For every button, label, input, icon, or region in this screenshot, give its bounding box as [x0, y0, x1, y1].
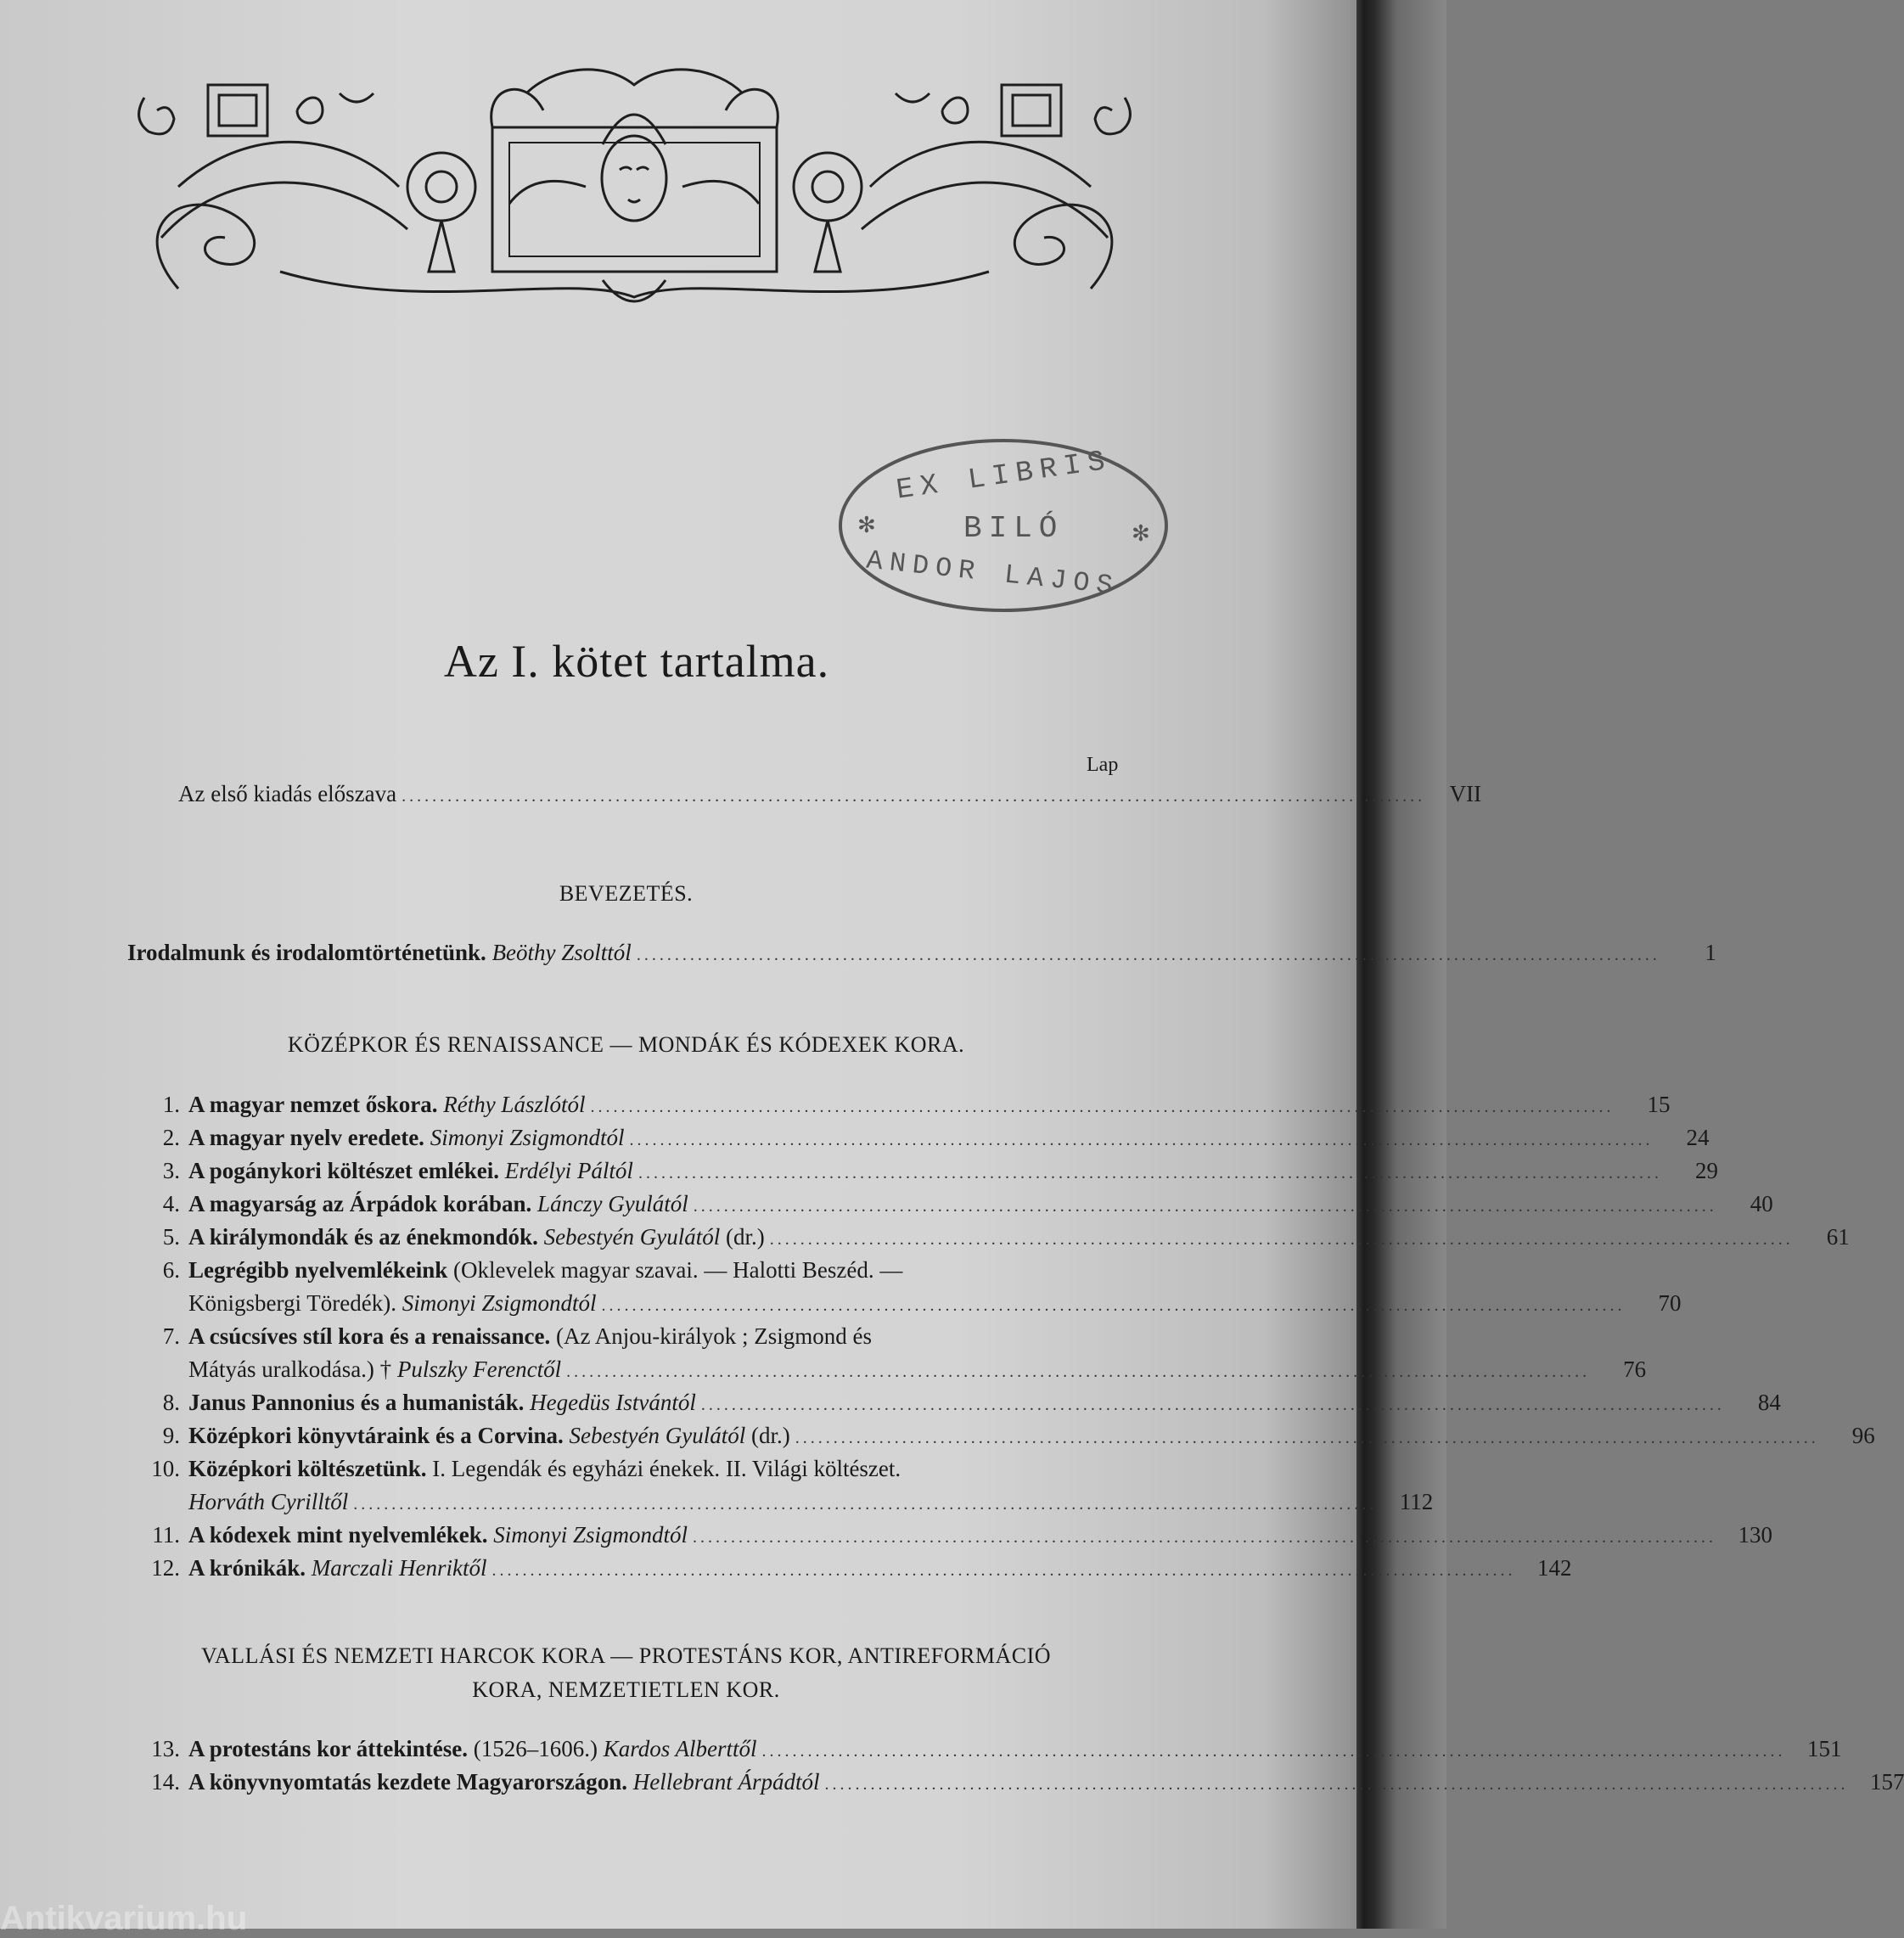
toc-row — [127, 1390, 1781, 1422]
page-column-label: Lap — [1087, 754, 1119, 776]
toc-row-continuation — [188, 1357, 1647, 1389]
toc-entry-subtitle: (Az Anjou-királyok ; Zsigmond és — [556, 1323, 872, 1349]
toc-page-number: 15 — [1647, 1092, 1671, 1117]
toc-entry-author: Simonyi Zsigmondtól — [493, 1522, 688, 1548]
toc-entry-number: 5. — [162, 1224, 180, 1250]
toc-entry-title: Legrégibb nyelvemlékeink — [188, 1257, 448, 1283]
toc-entry-number: 14. — [151, 1769, 180, 1795]
section-heading: KÖZÉPKOR ÉS RENAISSANCE — MONDÁK ÉS KÓDEXEK KORA. — [287, 1032, 965, 1057]
page-title: Az I. kötet tartalma. — [443, 636, 830, 687]
toc-entry-author: Marczali Henriktől — [311, 1555, 487, 1581]
ex-libris-stamp — [836, 435, 1171, 617]
toc-row — [127, 1092, 1671, 1124]
toc-entry-subtitle: (1526–1606.) — [473, 1736, 598, 1761]
toc-page-number: 76 — [1623, 1357, 1647, 1382]
toc-row — [127, 1736, 1842, 1768]
toc-entry-title: Janus Pannonius és a humanisták. — [188, 1390, 525, 1415]
svg-text:✻: ✻ — [1132, 521, 1150, 546]
toc-row — [127, 1522, 1773, 1554]
leader-dots: ...................................................................................................................................... — [491, 1561, 1516, 1580]
toc-entry-author: Hellebrant Árpádtól — [632, 1769, 820, 1795]
leader-dots: ...................................................................................................................................... — [700, 1396, 1725, 1414]
toc-entry-number: 2. — [162, 1125, 180, 1150]
toc-entry-title: A magyarság az Árpádok korában. — [188, 1191, 532, 1216]
toc-entry-title: A könyvnyomtatás kezdete Magyarországon. — [188, 1769, 627, 1795]
leader-dots: ...................................................................................................................................... — [566, 1362, 1591, 1381]
svg-text:✻: ✻ — [857, 513, 876, 537]
toc-entry-title: A királymondák és az énekmondók. — [188, 1224, 538, 1250]
toc-row — [127, 1125, 1710, 1157]
toc-entry-author: Pulszky Ferenctől — [396, 1357, 562, 1382]
toc-entry-title: A magyar nemzet őskora. — [188, 1092, 438, 1117]
toc-entry-author: Beöthy Zsolttól — [491, 940, 632, 965]
leader-dots: ...................................................................................................................................... — [636, 946, 1660, 964]
toc-entry-number: 3. — [162, 1158, 180, 1183]
toc-entry-number: 9. — [162, 1423, 180, 1448]
toc-entry-number: 13. — [151, 1736, 180, 1761]
toc-entry-title: Irodalmunk és irodalomtörténetünk. — [127, 940, 486, 965]
toc-row — [127, 1323, 1125, 1356]
toc-entry-text: Az első kiadás előszava — [178, 781, 397, 806]
toc-row — [127, 1555, 1572, 1587]
toc-page-number: 29 — [1694, 1158, 1718, 1183]
toc-entry-number: 7. — [162, 1323, 180, 1349]
section-heading: BEVEZETÉS. — [559, 881, 694, 906]
toc-entry-author: Erdélyi Páltól — [504, 1158, 633, 1183]
watermark: Antikvarium.hu — [0, 1900, 248, 1937]
toc-page-number: 40 — [1750, 1191, 1773, 1216]
toc-entry-title: Középkori könyvtáraink és a Corvina. — [188, 1423, 564, 1448]
toc-row — [127, 1224, 1850, 1256]
toc-entry-subtitle: Königsbergi Töredék). — [188, 1290, 396, 1316]
toc-entry-number: 12. — [151, 1555, 180, 1581]
stamp-line-1: EX LIBRIS — [894, 445, 1115, 508]
stamp-line-2: BILÓ — [963, 511, 1064, 546]
toc-entry-subtitle: Mátyás uralkodása.) † — [188, 1357, 392, 1382]
leader-dots: ...................................................................................................................................... — [761, 1742, 1786, 1761]
toc-entry-number: 10. — [151, 1456, 180, 1481]
toc-entry-number: 8. — [162, 1390, 180, 1415]
toc-page-number: 84 — [1757, 1390, 1781, 1415]
section-heading: VALLÁSI ÉS NEMZETI HARCOK KORA — PROTESTÁNS KOR, ANTIREFORMÁCIÓ — [200, 1643, 1052, 1668]
leader-dots: ...................................................................................................................................... — [693, 1528, 1717, 1547]
toc-entry-title: A krónikák. — [188, 1555, 306, 1581]
toc-entry-author: Horváth Cyrilltől — [188, 1489, 349, 1514]
leader-dots: ...................................................................................................................................... — [769, 1230, 1794, 1249]
toc-entry-author: Réthy Lászlótól — [443, 1092, 586, 1117]
stamp-line-3: ANDOR LAJOS — [864, 544, 1121, 603]
toc-entry-author: Simonyi Zsigmondtól — [430, 1125, 625, 1150]
toc-entry-title: Középkori költészetünk. — [188, 1456, 427, 1481]
toc-row-preface — [178, 781, 1482, 813]
toc-entry-title: A protestáns kor áttekintése. — [188, 1736, 468, 1761]
leader-dots: ...................................................................................................................................... — [637, 1164, 1662, 1182]
leader-dots: ...................................................................................................................................... — [693, 1197, 1717, 1216]
toc-row — [127, 1423, 1875, 1455]
toc-entry-title: A magyar nyelv eredete. — [188, 1125, 424, 1150]
toc-entry-extra: (dr.) — [726, 1224, 765, 1250]
leader-dots: ...................................................................................................................................... — [824, 1775, 1849, 1794]
toc-entry-author: Sebestyén Gyulától — [543, 1224, 721, 1250]
toc-page-number: 151 — [1807, 1736, 1842, 1761]
toc-entry-author: Kardos Alberttől — [603, 1736, 757, 1761]
toc-page-number: 96 — [1851, 1423, 1875, 1448]
toc-page-number: 70 — [1658, 1290, 1682, 1316]
leader-dots: ...................................................................................................................................... — [590, 1098, 1615, 1116]
toc-entry-number: 6. — [162, 1257, 180, 1283]
toc-entry-title: A csúcsíves stíl kora és a renaissance. — [188, 1323, 551, 1349]
toc-entry-author: Sebestyén Gyulától — [569, 1423, 746, 1448]
toc-page-number: 1 — [1705, 940, 1716, 965]
toc-page-number: 112 — [1399, 1489, 1434, 1514]
leader-dots: ...................................................................................................................................... — [402, 787, 1426, 806]
toc-entry-title: A kódexek mint nyelvemlékek. — [188, 1522, 488, 1548]
toc-page-number: 157 — [1869, 1769, 1904, 1795]
leader-dots: ...................................................................................................................................... — [601, 1296, 1626, 1315]
toc-page-number: 24 — [1686, 1125, 1710, 1150]
leader-dots: ...................................................................................................................................... — [795, 1429, 1819, 1447]
toc-row — [127, 1257, 1125, 1289]
leader-dots: ...................................................................................................................................... — [629, 1131, 1654, 1149]
toc-entry-number: 4. — [162, 1191, 180, 1216]
toc-page-number: 142 — [1537, 1555, 1572, 1581]
ornament-header-icon — [127, 59, 1142, 323]
toc-row — [127, 940, 1716, 972]
toc-entry-number: 1. — [162, 1092, 180, 1117]
toc-entry-subtitle: (Oklevelek magyar szavai. — Halotti Beszéd. — — [453, 1257, 903, 1283]
toc-row — [127, 1769, 1904, 1801]
toc-page-number: 61 — [1826, 1224, 1850, 1250]
toc-page-number: VII — [1449, 781, 1482, 806]
section-heading-continuation: KORA, NEMZETIETLEN KOR. — [472, 1677, 780, 1702]
toc-row — [127, 1158, 1718, 1190]
toc-entry-author: Hegedüs Istvántól — [530, 1390, 696, 1415]
toc-page-number: 130 — [1738, 1522, 1773, 1548]
toc-row — [127, 1456, 1125, 1488]
leader-dots: ...................................................................................................................................... — [353, 1495, 1378, 1514]
toc-entry-author: Lánczy Gyulától — [537, 1191, 688, 1216]
toc-row-continuation — [188, 1290, 1682, 1323]
toc-entry-number: 11. — [152, 1522, 180, 1548]
toc-row — [127, 1191, 1773, 1223]
toc-entry-author: Simonyi Zsigmondtól — [402, 1290, 597, 1316]
toc-entry-title: A pogánykori költészet emlékei. — [188, 1158, 499, 1183]
toc-entry-extra: (dr.) — [750, 1423, 790, 1448]
toc-row-continuation — [188, 1489, 1434, 1521]
toc-entry-subtitle: I. Legendák és egyházi énekek. II. Világi költészet. — [432, 1456, 901, 1481]
